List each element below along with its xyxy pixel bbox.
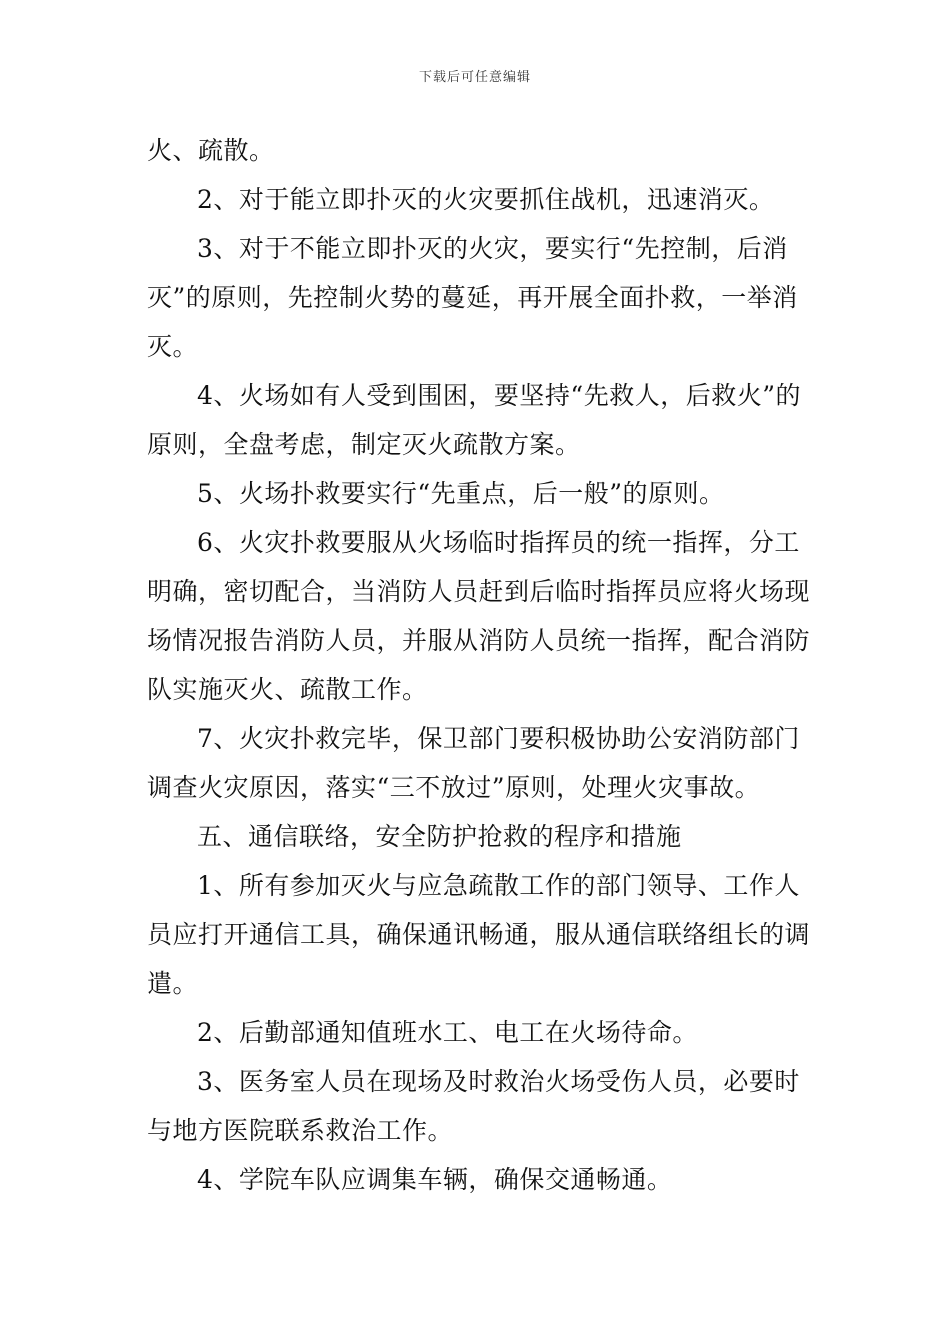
paragraph-sec5-item-3: 3、医务室人员在现场及时救治火场受伤人员，必要时与地方医院联系救治工作。 — [147, 1067, 800, 1145]
section-heading-5: 五、通信联络，安全防护抢救的程序和措施 — [197, 822, 682, 851]
paragraph-sec5-item-4: 4、学院车队应调集车辆，确保交通畅通。 — [197, 1165, 673, 1194]
document-body — [147, 126, 817, 1204]
paragraph-item-7: 7、火灾扑救完毕，保卫部门要积极协助公安消防部门调查火灾原因，落实“三不放过”原则，处理火灾事故。 — [147, 724, 800, 802]
paragraph-continuation: 火、疏散。 — [147, 136, 275, 165]
paragraph-item-6: 6、火灾扑救要服从火场临时指挥员的统一指挥，分工明确，密切配合，当消防人员赶到后临时指挥员应将火场现场情况报告消防人员，并服从消防人员统一指挥，配合消防队实施灭火、疏散工作。 — [147, 528, 811, 704]
paragraph-item-2: 2、对于能立即扑灭的火灾要抓住战机，迅速消灭。 — [197, 185, 775, 214]
paragraph-item-3: 3、对于不能立即扑灭的火灾，要实行“先控制，后消灭”的原则，先控制火势的蔓延，再开展全面扑救，一举消灭。 — [147, 234, 798, 361]
paragraph-sec5-item-2: 2、后勤部通知值班水工、电工在火场待命。 — [197, 1018, 698, 1047]
paragraph-item-4: 4、火场如有人受到围困，要坚持“先救人，后救火”的原则，全盘考虑，制定灭火疏散方案。 — [147, 381, 801, 459]
page-header-note: 下载后可任意编辑 — [418, 70, 531, 85]
paragraph-item-5: 5、火场扑救要实行“先重点，后一般”的原则。 — [197, 479, 725, 508]
paragraph-sec5-item-1: 1、所有参加灭火与应急疏散工作的部门领导、工作人员应打开通信工具，确保通讯畅通，服从通信联络组长的调遣。 — [147, 871, 811, 998]
